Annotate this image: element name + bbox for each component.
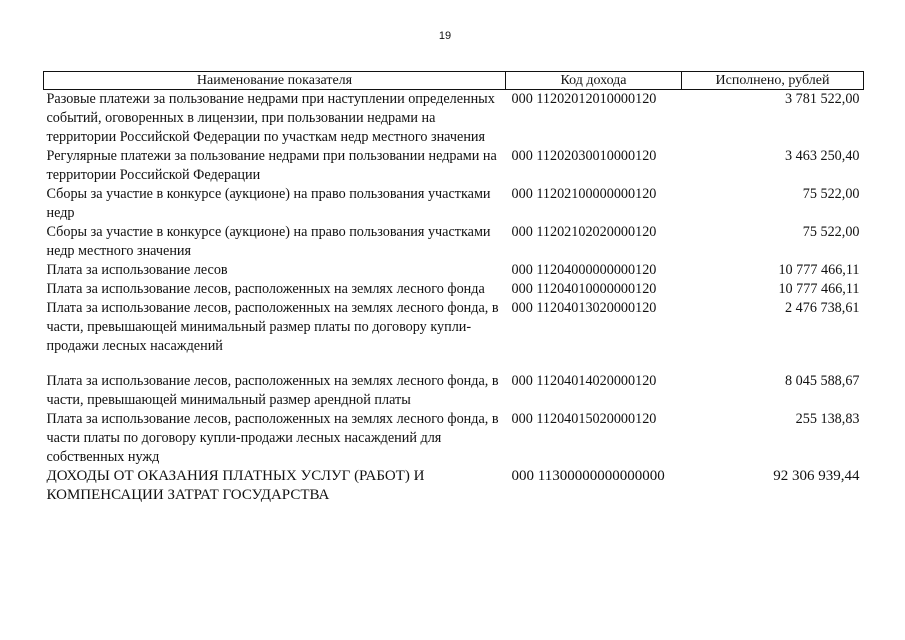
indicator-name: Сборы за участие в конкурсе (аукционе) на право пользования участками недр — [46, 186, 491, 221]
revenue-code: 000 11204015020000120 — [511, 411, 657, 427]
revenue-code: 000 11204000000000120 — [511, 262, 657, 278]
executed-amount: 8 045 588,67 — [785, 373, 860, 389]
executed-amount: 75 522,00 — [802, 186, 860, 202]
header-indicator-name: Наименование показателя — [44, 72, 506, 90]
revenue-code: 000 11202030010000120 — [511, 148, 657, 164]
executed-amount: 3 463 250,40 — [785, 148, 860, 164]
page-number: 19 — [438, 30, 452, 42]
indicator-name: ДОХОДЫ ОТ ОКАЗАНИЯ ПЛАТНЫХ УСЛУГ (РАБОТ) И КОМПЕНСАЦИИ ЗАТРАТ ГОСУДАРСТВА — [46, 468, 425, 503]
table-row — [44, 90, 864, 148]
executed-amount: 75 522,00 — [802, 224, 860, 240]
revenue-table — [43, 71, 864, 505]
indicator-name: Плата за использование лесов, расположенных на землях лесного фонда, в части, превышающей минимальный размер арендной платы — [46, 373, 499, 408]
revenue-code: 000 11202102020000120 — [511, 224, 657, 240]
revenue-code: 000 11204013020000120 — [511, 300, 657, 316]
table-row — [44, 299, 864, 372]
indicator-name: Плата за использование лесов, расположенных на землях лесного фонда, в части платы по договору купли-продажи лесных насаждений для собственных нужд — [46, 411, 499, 465]
indicator-name: Плата за использование лесов, расположенных на землях лесного фонда, в части, превышающей минимальный размер платы по договору купли-продажи лесных насаждений — [46, 300, 499, 354]
table-row — [44, 372, 864, 410]
executed-amount: 10 777 466,11 — [778, 262, 860, 278]
header-revenue-code: Код дохода — [506, 72, 682, 90]
executed-amount: 10 777 466,11 — [778, 281, 860, 297]
table-row — [44, 467, 864, 505]
table-row — [44, 185, 864, 223]
executed-amount: 2 476 738,61 — [785, 300, 860, 316]
table-row — [44, 410, 864, 467]
revenue-code: 000 11202100000000120 — [511, 186, 657, 202]
revenue-code: 000 11204014020000120 — [511, 373, 657, 389]
table-row — [44, 147, 864, 185]
header-executed-amount: Исполнено, рублей — [682, 72, 864, 90]
indicator-name: Плата за использование лесов — [46, 262, 228, 278]
table-header-row — [44, 72, 864, 90]
indicator-name: Плата за использование лесов, расположенных на землях лесного фонда — [46, 281, 485, 297]
revenue-code: 000 11300000000000000 — [511, 468, 665, 484]
table-row — [44, 261, 864, 280]
indicator-name: Разовые платежи за пользование недрами при наступлении определенных событий, оговоренных в лицензии, при пользовании недрами на территории Российской Федерации по участкам недр местного значения — [46, 91, 495, 145]
executed-amount: 3 781 522,00 — [785, 91, 860, 107]
table-row — [44, 223, 864, 261]
revenue-code: 000 11204010000000120 — [511, 281, 657, 297]
table-row — [44, 280, 864, 299]
revenue-code: 000 11202012010000120 — [511, 91, 657, 107]
executed-amount: 92 306 939,44 — [773, 468, 860, 484]
indicator-name: Регулярные платежи за пользование недрами при пользовании недрами на территории Российской Федерации — [46, 148, 497, 183]
executed-amount: 255 138,83 — [795, 411, 860, 427]
indicator-name: Сборы за участие в конкурсе (аукционе) на право пользования участками недр местного значения — [46, 224, 491, 259]
